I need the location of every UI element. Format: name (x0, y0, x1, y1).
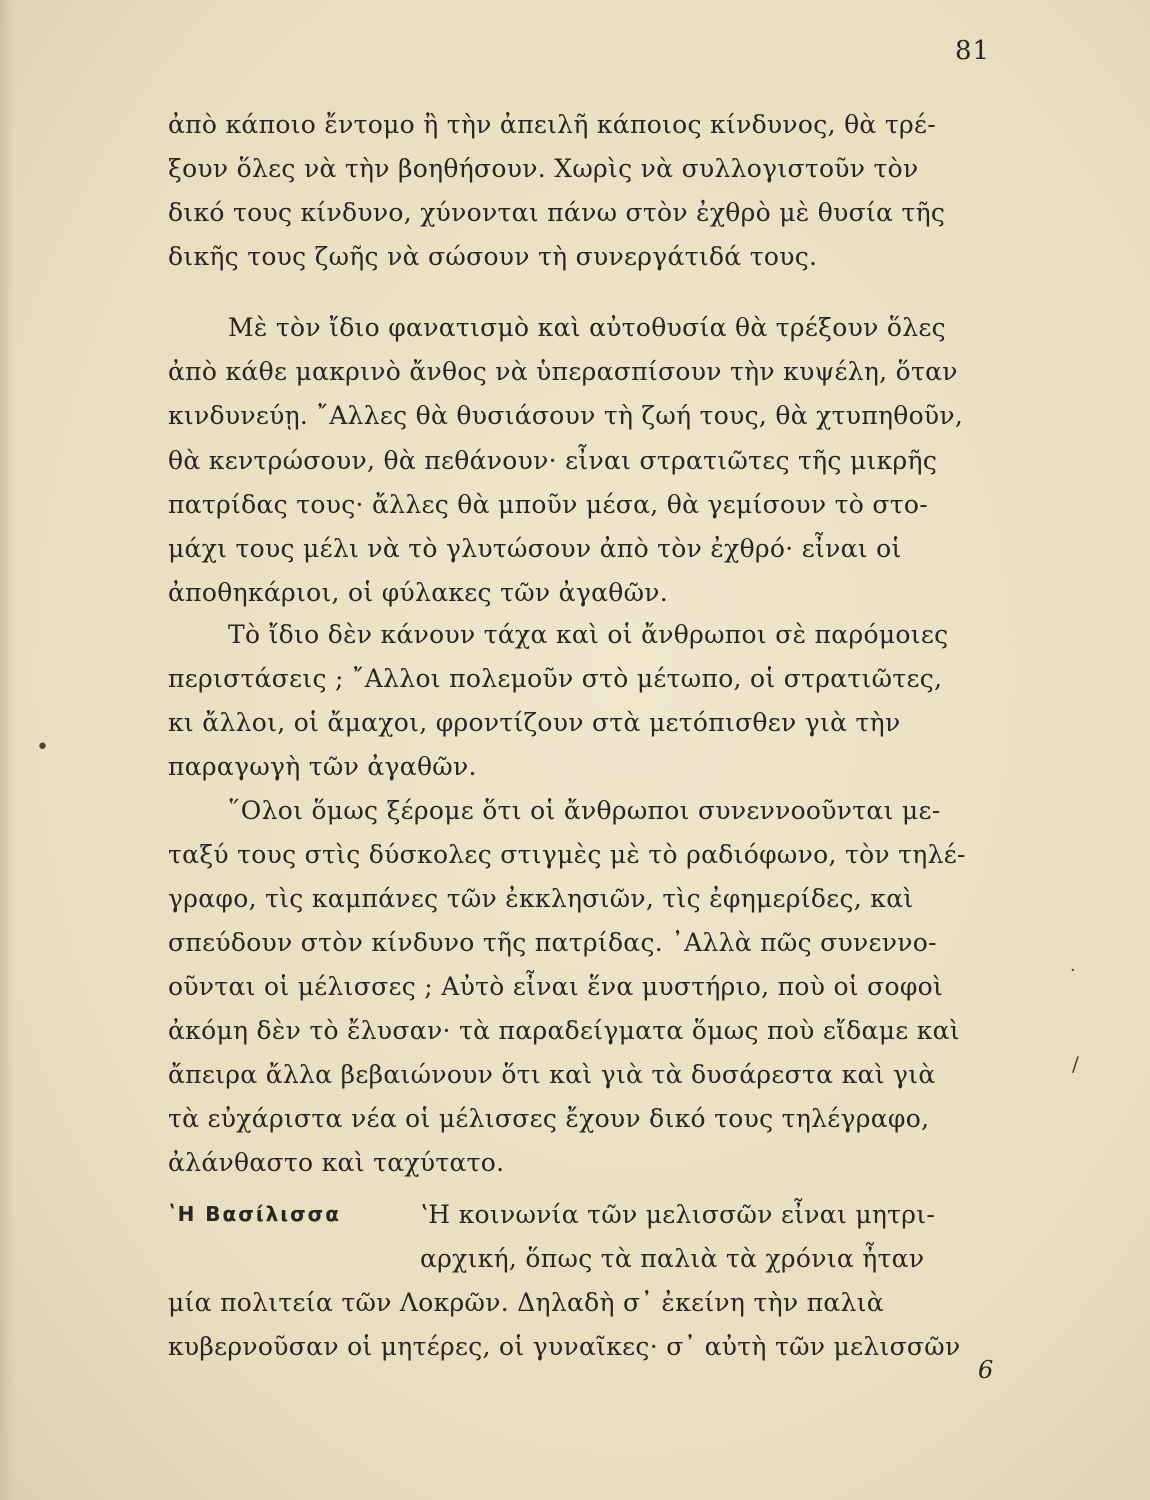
text-line: αρχική, ὅπως τὰ παλιὰ τὰ χρόνια ἦταν (420, 1244, 925, 1273)
text-line: ῞Ολοι ὅμως ξέρομε ὅτι οἱ ἄνθρωποι συνεννοοῦνται με- (228, 796, 941, 825)
margin-speck: / (1072, 1052, 1079, 1076)
text-line: Τὸ ἴδιο δὲν κάνουν τάχα καὶ οἱ ἄνθρωποι σὲ παρόμοιες (228, 620, 949, 649)
text-line: ἄπειρα ἄλλα βεβαιώνουν ὅτι καὶ γιὰ τὰ δυσάρεστα καὶ γιὰ (168, 1060, 936, 1089)
text-line: ἀκόμη δὲν τὸ ἔλυσαν· τὰ παραδείγματα ὅμως ποὺ εἴδαμε καὶ (168, 1016, 960, 1045)
page-number: 81 (955, 36, 991, 66)
text-line: ξουν ὅλες νὰ τὴν βοηθήσουν. Χωρὶς νὰ συλλογιστοῦν τὸν (168, 154, 919, 183)
text-line: οῦνται οἱ μέλισσες ; Αὐτὸ εἶναι ἕνα μυστήριο, ποὺ οἱ σοφοὶ (168, 972, 944, 1001)
margin-speck: • (36, 735, 49, 760)
text-line: περιστάσεις ; ῎Αλλοι πολεμοῦν στὸ μέτωπο, οἱ στρατιῶτες, (168, 664, 943, 693)
text-line: παραγωγὴ τῶν ἀγαθῶν. (168, 752, 477, 781)
text-line: ἀλάνθαστο καὶ ταχύτατο. (168, 1148, 505, 1177)
text-line: σπεύδουν στὸν κίνδυνο τῆς πατρίδας. ᾿Αλλὰ πῶς συνεννο- (168, 928, 937, 957)
text-line: μία πολιτεία τῶν Λοκρῶν. Δηλαδὴ σ᾿ ἐκείνη τὴν παλιὰ (168, 1288, 884, 1317)
text-line: Μὲ τὸν ἴδιο φανατισμὸ καὶ αὐτοθυσία θὰ τρέξουν ὅλες (228, 313, 946, 342)
text-line: δικό τους κίνδυνο, χύνονται πάνω στὸν ἐχθρὸ μὲ θυσία τῆς (168, 198, 946, 227)
text-line: πατρίδας τους· ἄλλες θὰ μποῦν μέσα, θὰ γεμίσουν τὸ στο- (168, 490, 928, 519)
text-line: δικῆς τους ζωῆς νὰ σώσουν τὴ συνεργάτιδά τους. (168, 242, 818, 271)
text-line: γραφο, τὶς καμπάνες τῶν ἐκκλησιῶν, τὶς ἐφημερίδες, καὶ (168, 884, 914, 913)
text-line: ἀπὸ κάποιο ἔντομο ἢ τὴν ἀπειλῆ κάποιος κίνδυνος, θὰ τρέ- (168, 110, 936, 139)
margin-speck: · (1070, 960, 1076, 981)
text-line: κινδυνεύῃ. ῎Αλλες θὰ θυσιάσουν τὴ ζωή τους, θὰ χτυπηθοῦν, (168, 401, 964, 430)
text-line: ʽΗ κοινωνία τῶν μελισσῶν εἶναι μητρι- (420, 1200, 936, 1229)
text-line: θὰ κεντρώσουν, θὰ πεθάνουν· εἶναι στρατιῶτες τῆς μικρῆς (168, 446, 938, 475)
text-line: ἀπὸ κάθε μακρινὸ ἄνθος νὰ ὑπερασπίσουν τὴν κυψέλη, ὅταν (168, 357, 958, 386)
printer-signature: 6 (978, 1356, 994, 1384)
section-heading: ʽΗ Βασίλισσα (168, 1202, 341, 1226)
text-line: κυβερνοῦσαν οἱ μητέρες, οἱ γυναῖκες· σ᾿ αὐτὴ τῶν μελισσῶν (168, 1332, 961, 1361)
text-line: ταξύ τους στὶς δύσκολες στιγμὲς μὲ τὸ ραδιόφωνο, τὸν τηλέ- (168, 840, 966, 869)
text-line: κι ἄλλοι, οἱ ἄμαχοι, φροντίζουν στὰ μετόπισθεν γιὰ τὴν (168, 708, 901, 737)
text-line: ἀποθηκάριοι, οἱ φύλακες τῶν ἀγαθῶν. (168, 578, 669, 607)
page-edge-shadow (0, 0, 14, 1500)
text-line: μάχι τους μέλι νὰ τὸ γλυτώσουν ἀπὸ τὸν ἐχθρό· εἶναι οἱ (168, 534, 902, 563)
text-line: τὰ εὐχάριστα νέα οἱ μέλισσες ἔχουν δικό τους τηλέγραφο, (168, 1104, 930, 1133)
